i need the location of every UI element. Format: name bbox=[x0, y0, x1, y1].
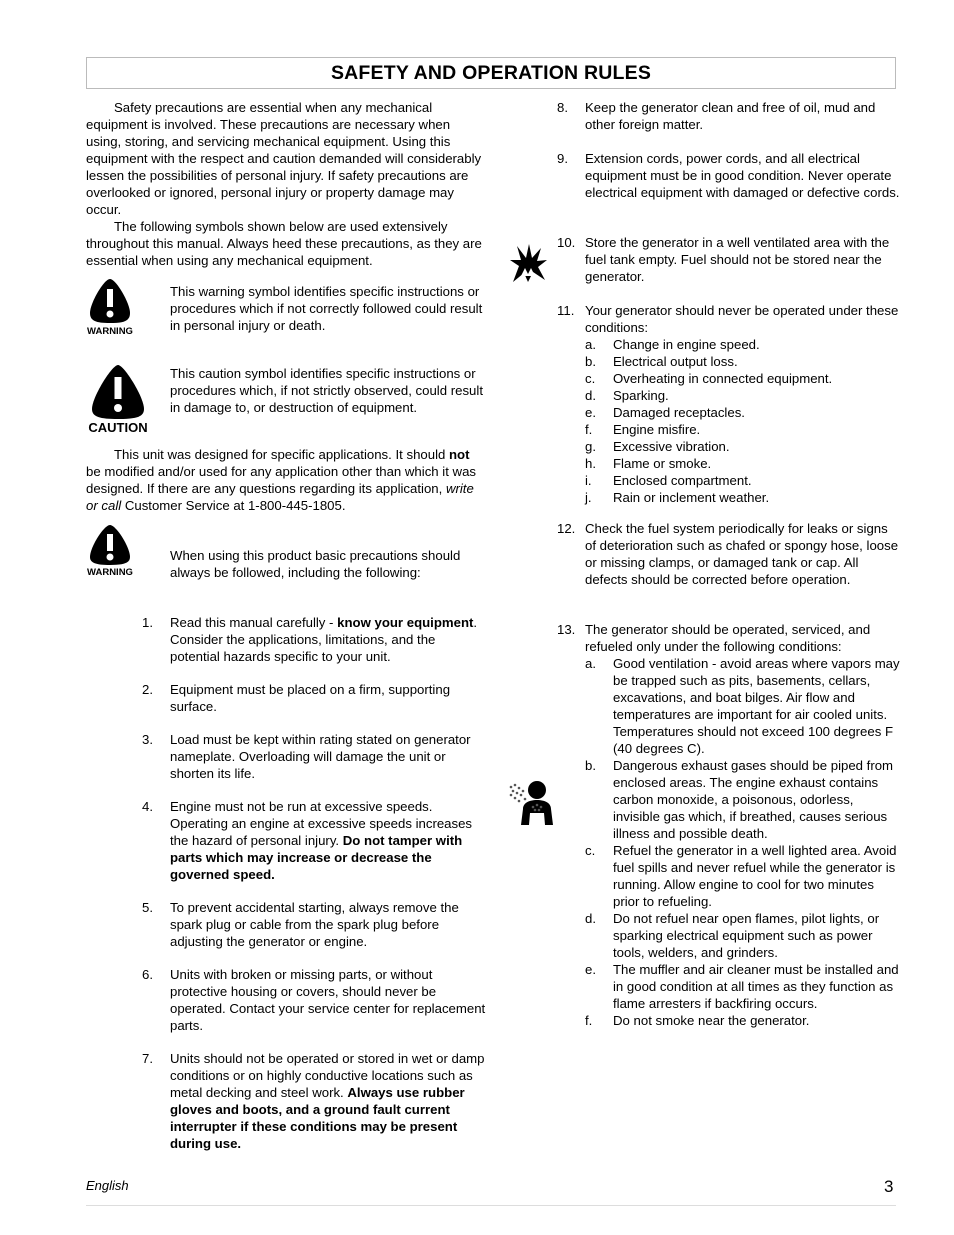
basic-warning-text: When using this product basic precautions should always be followed, including the following: bbox=[170, 548, 461, 580]
sub-item: e. The muffler and air cleaner must be installed and in good condition at all times as they function as flame arresters if backfiring occurs. bbox=[585, 962, 899, 1011]
sub-item: a. Good ventilation - avoid areas where vapors may be trapped such as pits, basements, cellars, excavations, and boat bilges. Air flow and temperatures are important for air cooled units. Temperatures should not exceed 100 degrees F (40 degrees C). bbox=[585, 656, 900, 756]
sub-item: d. Sparking. bbox=[585, 388, 669, 403]
warning-icon bbox=[86, 277, 134, 341]
list-item: 1. Read this manual carefully - know your equipment. Consider the applications, limitations, and the potential hazards specific to your unit. bbox=[142, 615, 478, 664]
sub-item: b. Electrical output loss. bbox=[585, 354, 738, 369]
list-item: 6. Units with broken or missing parts, or without protective housing or covers, should never be operated. Contact your service center for replacement parts. bbox=[142, 967, 486, 1033]
caution-icon bbox=[86, 363, 150, 439]
sub-item: f. Do not smoke near the generator. bbox=[585, 1013, 810, 1028]
caution-symbol-text: This caution symbol identifies specific instructions or procedures which, if not strictly observed, could result in damage to, or destruction of equipment. bbox=[170, 366, 483, 415]
left-safety-list bbox=[142, 614, 487, 1152]
sub-item: c. Overheating in connected equipment. bbox=[585, 371, 833, 386]
list-item: 10. Store the generator in a well ventilated area with the fuel tank empty. Fuel should not be stored near the generator. bbox=[557, 235, 890, 284]
designed-text-e: Customer Service at 1-800-445-1805. bbox=[121, 498, 346, 513]
page-title: SAFETY AND OPERATION RULES bbox=[330, 62, 652, 84]
sub-item: f. Engine misfire. bbox=[585, 422, 701, 437]
intro-paragraph-2: The following symbols shown below are used extensively throughout this manual. Always heed these precautions, as they are essential when using any mechanical equipment. bbox=[86, 219, 482, 268]
list-item: 4. Engine must not be run at excessive speeds. Operating an engine at excessive speeds increases the hazard of personal injury. Do not tamper with parts which may increase or decrease the governed speed. bbox=[142, 799, 473, 882]
title-box bbox=[86, 57, 896, 89]
page-number: 3 bbox=[884, 1177, 894, 1196]
sub-item: g. Excessive vibration. bbox=[585, 439, 730, 454]
list-item: 7. Units should not be operated or stored in wet or damp conditions or on highly conductive locations such as metal decking and steel work. Always use rubber gloves and boots, and a ground fault current interrupter if these conditions may be present during use. bbox=[142, 1051, 485, 1151]
footer-language: English bbox=[86, 1178, 129, 1193]
sub-item: b. Dangerous exhaust gases should be piped from enclosed areas. The engine exhaust contains carbon monoxide, a poisonous, odorless, invisible gas which, if breathed, causes serious illness and possible death. bbox=[585, 758, 894, 841]
designed-paragraph bbox=[86, 446, 484, 514]
sub-item: h. Flame or smoke. bbox=[585, 456, 712, 471]
designed-text-a: This unit was designed for specific applications. It should bbox=[114, 447, 449, 462]
sub-item: e. Damaged receptacles. bbox=[585, 405, 745, 420]
list-item: 9. Extension cords, power cords, and all electrical equipment must be in good condition. Never operate electrical equipment with damaged or defective cords. bbox=[557, 151, 900, 200]
designed-text-c: be modified and/or used for any application other than which it was designed. If there are any questions regarding its application, bbox=[86, 464, 476, 496]
list-item: 12. Check the fuel system periodically for leaks or signs of deterioration such as chafed or spongy hose, loose or missing clamps, or damaged tank or cap. All defects should be corrected before operation. bbox=[557, 521, 899, 587]
sub-item: i. Enclosed compartment. bbox=[585, 473, 752, 488]
designed-text-not: not bbox=[449, 447, 470, 462]
list-item: 13. The generator should be operated, serviced, and refueled only under the following conditions: a. Good ventilation - avoid areas where vapors may be trapped such as pits, basements, cellars, excavations, and boat bilges. Air flow and temperatures are important for air cooled units. Temperatures should not exceed 100 degrees F (40 degrees C). b. Dangerous exhaust gases should be piped from enclosed areas. The engine exhaust contains carbon monoxide, a poisonous, odorless, invisible gas which, if breathed, causes serious illness and possible death. c. Refuel the generator in a well lighted area. Avoid fuel spills and never refuel while the generator is running. Allow engine to cool for two minutes prior to refueling. d. Do not refuel near open flames, pilot lights, or sparking electrical equipment such as power tools, welders, and grinders. e. The muffler and air cleaner must be installed and in good condition at all times as they function as flame arresters if backfiring occurs. f. Do not smoke near the generator. bbox=[557, 621, 902, 1029]
designed-text-write: write or call bbox=[86, 481, 474, 513]
svg-text:CAUTION: CAUTION bbox=[88, 420, 148, 435]
list-item: 11. Your generator should never be operated under these conditions: a. Change in engine speed. b. Electrical output loss. c. Overheating in connected equipment. d. Sparking. e. Damaged receptacles. f. Engine misfire. g. Excessive vibration. h. Flame or smoke. i. Enclosed compartment. j. Rain or inclement weather. bbox=[557, 302, 902, 506]
intro-section bbox=[86, 99, 484, 269]
sub-item: a. Change in engine speed. bbox=[585, 337, 760, 352]
svg-text:WARNING: WARNING bbox=[87, 326, 133, 337]
sub-item: c. Refuel the generator in a well lighted area. Avoid fuel spills and never refuel while the generator is running. Allow engine to cool for two minutes prior to refueling. bbox=[585, 843, 897, 909]
intro-paragraph-1: Safety precautions are essential when any mechanical equipment is involved. These precautions are necessary when using, storing, and servicing mechanical equipment. Using this equipment with the respect and caution demanded will considerably lessen the possibilities of personal injury. If safety precautions are overlooked or ignored, personal injury or property damage may occur. bbox=[86, 100, 482, 217]
list-item: 5. To prevent accidental starting, always remove the spark plug or cable from the spark plug before adjusting the generator or engine. bbox=[142, 900, 459, 949]
list-item: 3. Load must be kept within rating stated on generator nameplate. Overloading will damage the unit or shorten its life. bbox=[142, 732, 471, 781]
warning-symbol-text: This warning symbol identifies specific instructions or procedures which if not correctly followed could result in personal injury or death. bbox=[170, 284, 483, 333]
sub-item: d. Do not refuel near open flames, pilot lights, or sparking electrical equipment such as power tools, welders, and grinders. bbox=[585, 911, 880, 960]
toxic-fumes-icon bbox=[507, 779, 555, 829]
list-item: 8. Keep the generator clean and free of oil, mud and other foreign matter. bbox=[557, 100, 876, 132]
explosion-icon bbox=[507, 242, 549, 288]
sub-item: j. Rain or inclement weather. bbox=[585, 490, 770, 505]
footer-divider bbox=[86, 1205, 896, 1206]
list-item: 2. Equipment must be placed on a firm, supporting surface. bbox=[142, 682, 451, 714]
warning-icon bbox=[86, 523, 134, 583]
svg-text:WARNING: WARNING bbox=[87, 567, 133, 578]
